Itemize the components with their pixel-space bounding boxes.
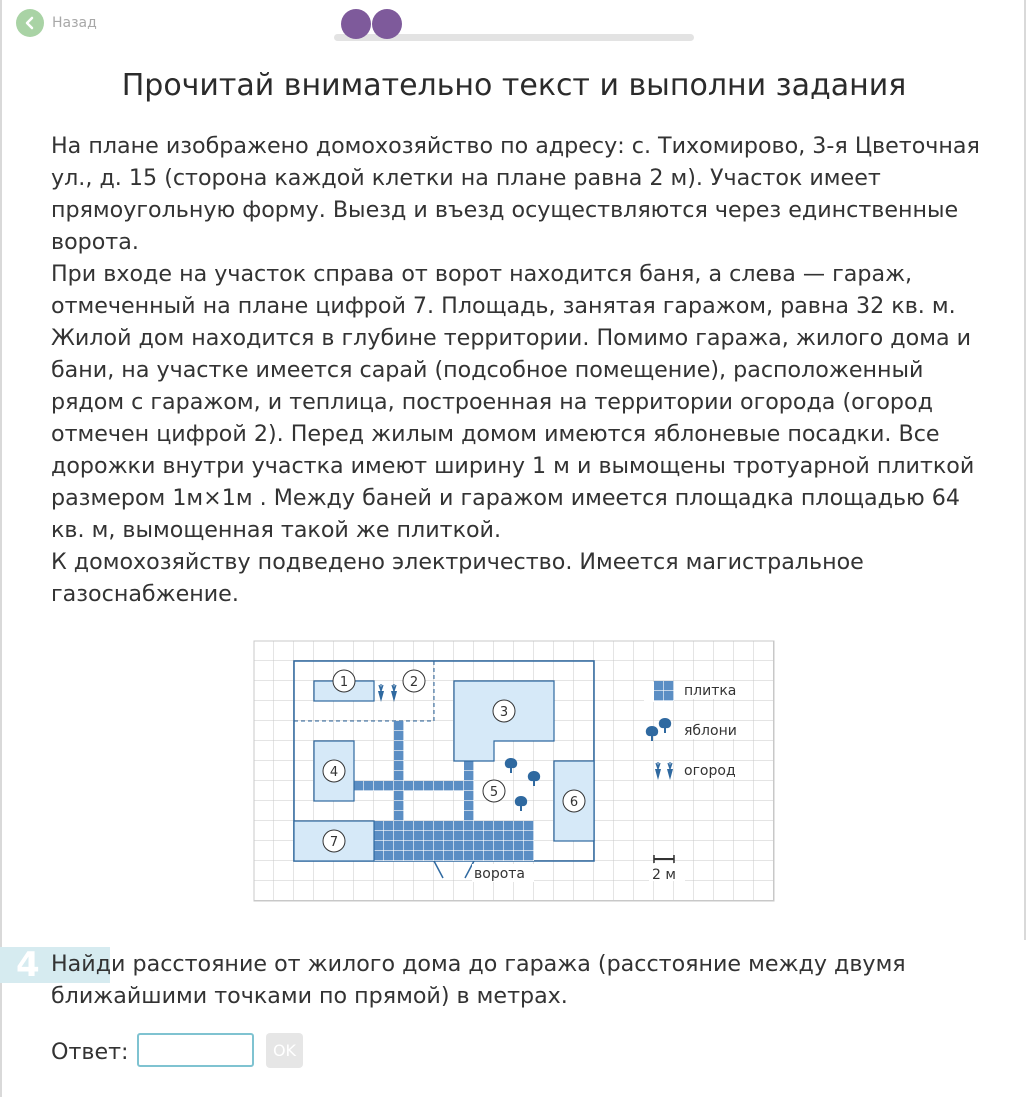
legend-tile: плитка (684, 683, 737, 699)
label-2: 2 (409, 675, 419, 690)
frame-left-border (0, 0, 2, 1097)
legend-garden: огород (684, 763, 736, 779)
label-1: 1 (339, 675, 349, 690)
task-number: 4 (16, 945, 40, 985)
label-7: 7 (329, 835, 339, 850)
back-button[interactable] (16, 9, 97, 37)
tile-icon (654, 681, 674, 701)
frame-right-border (1024, 0, 1026, 940)
label-3: 3 (499, 705, 509, 720)
answer-input[interactable] (137, 1033, 254, 1067)
task-question: Найди расстояние от жилого дома до гаража (расстояние между двумя ближайшими точками по прямой) в метрах. (51, 951, 906, 1009)
paragraph-2: При входе на участок справа от ворот находится баня, а слева — гараж, отмеченный на плане цифрой 7. Площадь, занятая гаражом, равна 32 кв. м. Жилой дом находится в глубине территории. Помимо гаража, жилого дома и бани, на участке имеется сарай (подсобное помещение), расположенный рядом с гаражом, и теплица, построенная на территории огорода (огород отмечен цифрой 2). Перед жилым домом имеются яблоневые посадки. Все дорожки внутри участка имеют ширину 1 м и вымощены тротуарной плиткой размером 1м×1м . Между баней и гаражом имеется площадка площадью 64 кв. м, вымощенная такой же плиткой. (51, 261, 975, 543)
ok-button[interactable]: OK (266, 1033, 303, 1068)
legend-apples: яблони (684, 723, 737, 739)
progress-step-2[interactable] (372, 9, 402, 39)
page-title: Прочитай внимательно текст и выполни задания (121, 68, 907, 103)
task-description (51, 130, 981, 610)
paragraph-1: На плане изображено домохозяйство по адресу: с. Тихомирово, 3-я Цветочная ул., д. 15 (сторона каждой клетки на плане равна 2 м). Участок имеет прямоугольную форму. Выезд и въезд осуществляются через единственные ворота. (51, 133, 980, 255)
paragraph-3: К домохозяйству подведено электричество. Имеется магистральное газоснабжение. (51, 549, 864, 607)
label-4: 4 (329, 765, 339, 780)
progress-step-1[interactable] (341, 9, 371, 39)
scale-label: 2 м (652, 867, 676, 883)
answer-label: Ответ: (51, 1039, 129, 1065)
label-6: 6 (569, 795, 579, 810)
gate-label: ворота (474, 866, 526, 882)
site-plan (253, 640, 775, 902)
back-label: Назад (52, 15, 97, 31)
label-5: 5 (489, 785, 499, 800)
back-icon (16, 9, 44, 37)
